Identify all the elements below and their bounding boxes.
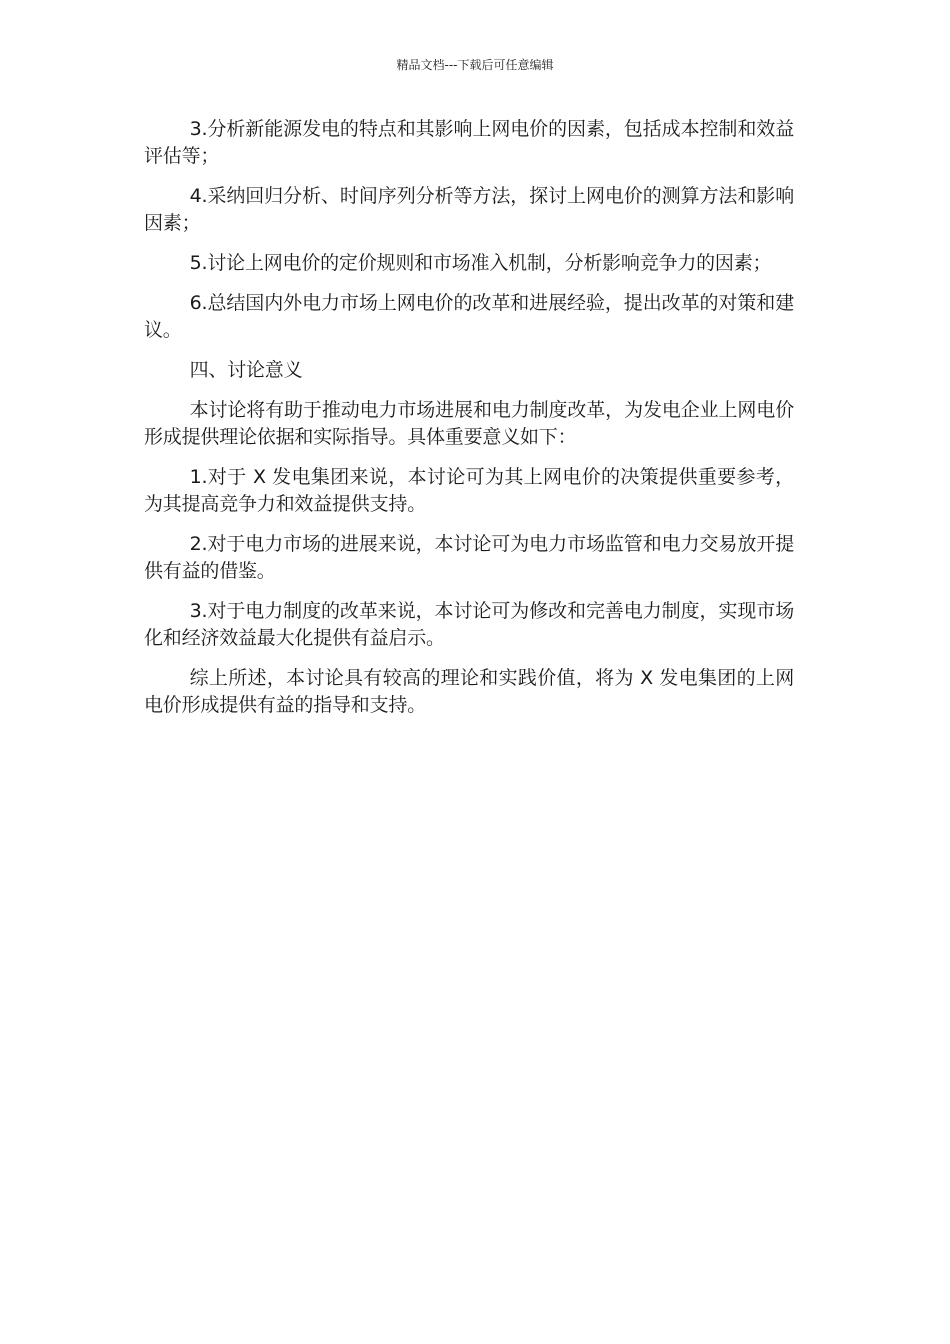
paragraph-conclusion: 综上所述，本讨论具有较高的理论和实践价值，将为 X 发电集团的上网电价形成提供有益的指导和支持。 (144, 667, 794, 716)
paragraph-item-5: 5.讨论上网电价的定价规则和市场准入机制，分析影响竞争力的因素； (189, 252, 772, 274)
paragraph-significance-2: 2.对于电力市场的进展来说，本讨论可为电力市场监管和电力交易放开提供有益的借鉴。 (144, 533, 794, 582)
page-header: 精品文档---下载后可任意编辑 (396, 58, 554, 72)
document-body (144, 116, 794, 732)
paragraph-item-3: 3.分析新能源发电的特点和其影响上网电价的因素，包括成本控制和效益评估等； (144, 118, 794, 167)
paragraph-significance-intro: 本讨论将有助于推动电力市场进展和电力制度改革，为发电企业上网电价形成提供理论依据和实际指导。具体重要意义如下： (144, 399, 794, 448)
paragraph-significance-3: 3.对于电力制度的改革来说，本讨论可为修改和完善电力制度，实现市场化和经济效益最大化提供有益启示。 (144, 600, 794, 649)
section-heading: 四、讨论意义 (189, 359, 303, 381)
paragraph-item-6: 6.总结国内外电力市场上网电价的改革和进展经验，提出改革的对策和建议。 (144, 292, 794, 341)
paragraph-significance-1: 1.对于 X 发电集团来说，本讨论可为其上网电价的决策提供重要参考，为其提高竞争力和效益提供支持。 (144, 466, 794, 515)
paragraph-item-4: 4.采纳回归分析、时间序列分析等方法，探讨上网电价的测算方法和影响因素； (144, 185, 794, 234)
